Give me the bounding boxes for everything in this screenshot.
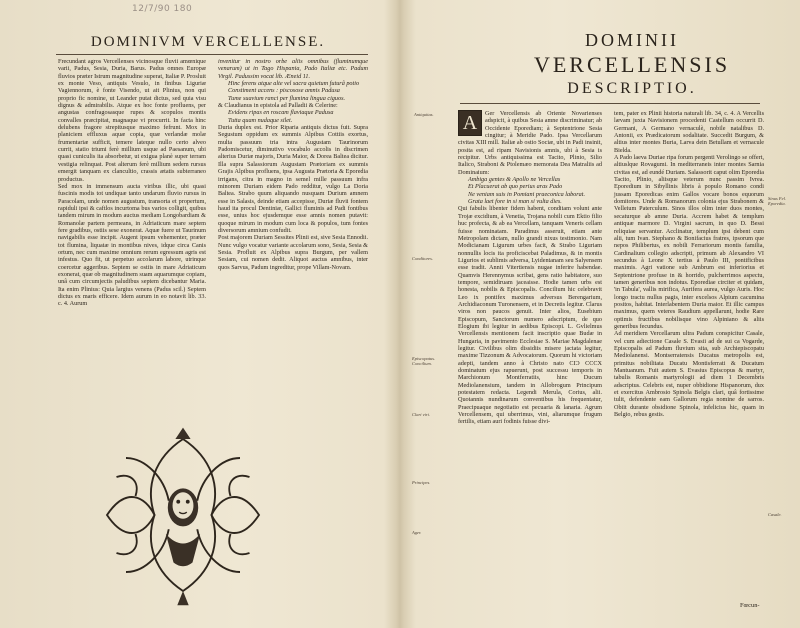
right-page — [402, 0, 800, 628]
margin-note-casale: Casale. — [768, 512, 782, 517]
title-line-3: DESCRIPTIO. — [567, 80, 697, 97]
margin-note-ager: Ager. — [412, 530, 422, 535]
paragraph: Duria duplex est. Prior Riparia antiquis dictus fuit. Supra Segustum oppidum ex summis Alpibus Cottiis exortus, multa passuum tria intra Augustam Taurinorum Padomiscetur, diminutivo vocabulo accolis in discrimen alterius Duriæ majoris, Duria Maior, & Dorea Baltea dicitur. Illa supra Salassiorum Augustam Prætoriam ex summis Grajis Alpibus profluens, ipsa Augusta Prætoria & Eporedia irrigans, citra in magno in semel mille passuum infra minorem Duriam eidem Pado redditur, vulgo La Doria Baltea. Strabo quum aliquando nusquam Durium amnem esse in Salasis, deinde etiam accepisse, Duriæ fluvii fontem haud ita procul Dentiniæ, Gallici fluminis ad Padi fontibus esse, unius hoc ejusdemque esse amnis nomen putavit: quoque mirum in modum cum loca & populos, tum fontes diversorum amnium confudit. — [218, 124, 368, 234]
paragraph-text: Ger Vercellensis ab Oriente Novarienses adspicit, à quibus Sesia amne discriminatur; ab Occidente Eporediam; à Septentrione Sesia cingitur; à Meridie Pado. Ipsa Vercellarum civitas XIII mill. Italiæ ab ostio Sociæ, ubi in Padi insinit, posita est, ad ripam Navisionis amnis, ubi à Sesia is recipitur. Urbs antiquissima est Tacito, Plinio, Silio Italico, Straboni & Ptolemæo memorata Dea Matraliis ad Dominaium: — [458, 110, 602, 176]
margin-note-antiquitas: Antiquitas. — [414, 112, 434, 117]
margin-note-clari-viri: Clari viri. — [412, 412, 431, 417]
paragraph: Sed mox in immensum aucta viribus illic, ubi quasi fuscinis modis tot undiquæ tanto undarum fluvio rursus in Paracolam, unde nomen augustum, transorta et propertum, rapiduli ipsi & caftlos incurtoma bus varios colligit, quibus tandem mirum in modum auctus mediam Longobardiam & Romanolæ partem permeans, in Adriaticum mare septem fere gradibus, ostiis sese exonerat. Aquæ fuere ut Taurinum navigabilis esse incipit. Augent ipsum vehementer, præter tot flumina, liquatæ in montibus nives, idque circa Canis ortum, nec cum maxime omnium rerum egressum agris est infestus. Quo fit, ut perpetuo accolarum labore, utrinque coercetur aggeribus. Septem se ostiis in mare Adriaticum exonerat, quæ ob magnitudinem suam aquarumque copiam, unâ cum circumjectis paludibus septem dicebantur Maria. Ita enim Plinius: Quia largius venens (Padus scil.) Septem dictus ex maris efficere. Idem aurum in eo notavit lib. 33. c. 4. Aurum — [58, 182, 206, 308]
verse: Ambiga gentes & Apollo ne Vercellas Et Placuerat ab quo perius aras Pado Ne veniam suis in Pomiani praeconica laborat. Grata laet fore in si man si vulta dies. — [468, 176, 586, 206]
decorated-initial: A — [458, 110, 482, 136]
catchword: Fœcun- — [740, 602, 760, 609]
verse: Evidens ripas en roscam flaviaque Padusa Tutta quam nudaque silet. — [228, 109, 334, 124]
ornament-fleuron — [88, 420, 278, 610]
margin-note-episcopatus: Episcopatus. Concilium. — [412, 356, 436, 366]
paragraph: invenitur in nostro orbe aliis omnibus (fluminumque venarum) ut in Tago Hispania, Pado Italiæ etc. Padum Virgil. Padussim vocat lib. Æneid 11. — [218, 58, 368, 80]
verse: Hinc ferens atque alte vel sacra quietum futurâ potio Constiment accens : piscosose amnis Padusa Tume suavium ranci per flumina lingua ciguos. — [228, 80, 360, 102]
left-column-2 — [218, 58, 368, 271]
left-page — [0, 0, 398, 628]
paragraph: Post majorem Duriam Sessites Plinii est, sive Sesia Ennodii. Nunc vulgo vocatur variante accolarum sono, Sesia, Sesia & Sesia. Profluit ex Alpibus supra Burgum, per vallem Sesiam, cui nomen dedit. Aliquot auctus amnibus, inter quos Sarvus, Padum ingreditur, prope Villam-Novam. — [218, 234, 368, 271]
paragraph: Qui fabulis libenter fidem habent, conditam volunt ante Trojæ excidium, à Venetia, Trojana nobili cum Ektio filio huc profecta, & ab ea Vercellam, tanquam Veneris cellam fuisse nominatam. Paradinus asseruit, etiam ante Metropolam dictam, nullo grandi nixus testimonio. Nam Modicianam Ligurum urbes facit, & Strabo Liguriam nonnullis locis ita proficiscebat Paladimus, & in montis Ligurios et sublimis adversa, Lyidentanam seu Salyensem esse tradit. Annii Vitertiensis nugae inferire habendae. Quamvis Herennymus scribat, gens ratio habitatore, suo tempore, semidiruam jaceaisse. Hodie tamen urbs est honesta, nobilis & Episcopalis. Concilium hic celebravit Leo ix pontifex maximus adversus Berengarium, Archidiaconum Turonensem, et in Decretis legitur. Clarus viros non paucos genuit. Inter alios, Eusebium Episcopum, Sanctorum numero adscriptum, de quo Elogium ibi legitur in aedibus Episcopi. L. Gvlielmus Vercellensis mentionem facit inscriptio quae Budæ in Hungaria, in pavimento Ecclesiae S. Mariae Magdalenae legitur. Civilibus olim dissidiis misere jactata legitur, maxime Tizzonum & Advocatorum. Quorum hi victoriam adepti, tandem anno à Christo nato CIƆ CCCX dominatum ejus rapuerunt, post successu temporis in Marchionum Montferratiis, hinc Ducum Mediolanensium, tandem in Allobrogum Principum potestatem redacta. Legendi Merula, Corius, alii. Quotannis nundinarum conventibus his frequentatur, Praecipuaque negotiatio est pecuaria & lanaria. Agrum Vercellensem, qui uberrimus, vini, aliarumque frugum fertilis, etiam auri fodinis fuisse divi- — [458, 205, 602, 426]
margin-note-sinus-fel: Sinus Fel. Eporedia. — [768, 196, 786, 206]
pencil-inscription: 12/7/90 180 — [132, 4, 193, 14]
left-column-1 — [58, 58, 206, 308]
paragraph: Frecundant agros Vercellenses vicinosque fluvii amœnique varii, Padus, Sesia, Duria, Barus. Padus omnes Europæ fluvios præter Istrum magnitudine superat, Italiæ P. Prosluit ex monte Veso, antiquis Vesulo, in finibus Liguriæ Vagiennorum, è fonte Visendo, ut ait Plinius, non qui proprio fic nomine, ut Leander putat dictus, sed quia visu dignus & admirabilis. Atque ex hoc fonte profluens, per angustas confragosasque rupes & scopulos montis convalles præcipitat, magnaque vi procurrit. In facta hinc delubens fragore strepitusque maximo fefrunt. Mox in planiciem effluxus aquæ copia, quæ verlandæ molæ frumentariæ sufficit, temere lateque nullo certo alveo currit, statio triumi ferè millium usque ad Paesanum, ubi quasi cuniculis ita absorbetur, ut exigua planè super terram vestigia relinquat. Post alterum ferè millium sedem rursus emergit tanquam ex clancultio, crassis ætatis subterraneo productus. — [58, 58, 206, 183]
paragraph: A Pado laeva Duriae ripa forum pergenti Verolingo se offert, altiuslque Rovagumi. In mediterraneis inter montes Sarnia civitas est, ad eundé Duriam. Salassorit caput olim Eporedia Tacito, Plinio, aliisque veterum nunc passim Ivrea. Eporedium in Sibyllinis libris à populo Romano condi jussam Eporedicas enim Gallos vocare bonos equorum domitores. Unde & Romanorum colonia ejus Strabonem & Velleium Paterculum. Sinos illos olim inter duos montes, secaturque ab amne Duria. Accrem habet & templum antiquæ marmore D. Virgini sacrum, in quo D. Bessi reliquiae servantur. Acclinatur, templum ipsi debent cum alii, tum Ivan. Stephano & Bonifacius fratres, ipsorum que nepos Philibertus, ex nobili Ferrariorum montis familia, Cardinalium collegio adscripti, primum ab Alexandro VI secundus à Leone X tertius à Paulo III, pontificibus maximis. Agri vatione sub Ambrum est inferiorius et Septentrione profuse in & horrido, pulcherrimos aspectu, tamen generibus non indotus. Eporediae circiter et quidam, 'in Tabula', vallis mirifica, Aurifera aurea, vulgo Auris. Hoc longo tractu nullus pagis, inter excelsos Alpium cacumina positos, habitat. Interlabentem Duria maior. Et illic campus maximus, quem veteres Raudium appellarunt, hodie Rare optimis fructibus nobilisque vino Alpiniano & aliis generibus fecundus. — [614, 154, 764, 330]
running-head: DOMINIVM VERCELLENSE. — [90, 34, 326, 50]
margin-note-conditores: Conditores. — [412, 256, 433, 261]
title-line-2: VERCELLENSIS — [533, 52, 731, 77]
paragraph — [458, 110, 602, 176]
title-rule — [460, 103, 760, 104]
paragraph: Ad meridiem Vercellarum ultra Padum conspicitur Casale, vel cum adiectione Casale S. Evasii ad de sui ca Vogarde, Episcopalis ad Padum fluvium sita, sub Archiepiscopatu Mediolanensi. Montserratensis Ducatus metropolis est, primitus nobilitata Ducatu Montisferrati & Ducatum Mantuanum. Fuit autem S. Evasius Episcopus & martyr, tabulis Romanis martyrologii ad diem 1 Decembris adscriptus. Celebris est, nuper obbidione Hispanorum, dux et exercitus Ambrosio Spinola Belgis clari, quâ fortissime tulit, defendente eam Gallorum regia nomine de sarros. Obiit durante obsidione Spinola, infelicius hic, quam in Belgio, rebus gestis. — [614, 330, 764, 419]
margin-note-principes: Principes. — [412, 480, 431, 485]
paragraph: tem, pater ex Plinii historia naturali lib. 34, c. 4. A Vercellis lævam juxta Navisionem procedenti Castellum occurrit D. Germani, A Germano vernaculè, nobile natalibus D. Antonii, ex Prædicatorum sodalitate. Succedit Burgum, & altius inter montes Buria, Larva dein Betullam et vernacule Bielda. — [614, 110, 764, 154]
header-rule — [56, 54, 368, 55]
title-line-1: DOMINII — [585, 30, 679, 50]
right-column-2 — [614, 110, 764, 418]
right-column-1 — [458, 110, 602, 426]
paragraph: & Claudianus in epistola ad Palladii & Celerine: — [218, 102, 338, 110]
